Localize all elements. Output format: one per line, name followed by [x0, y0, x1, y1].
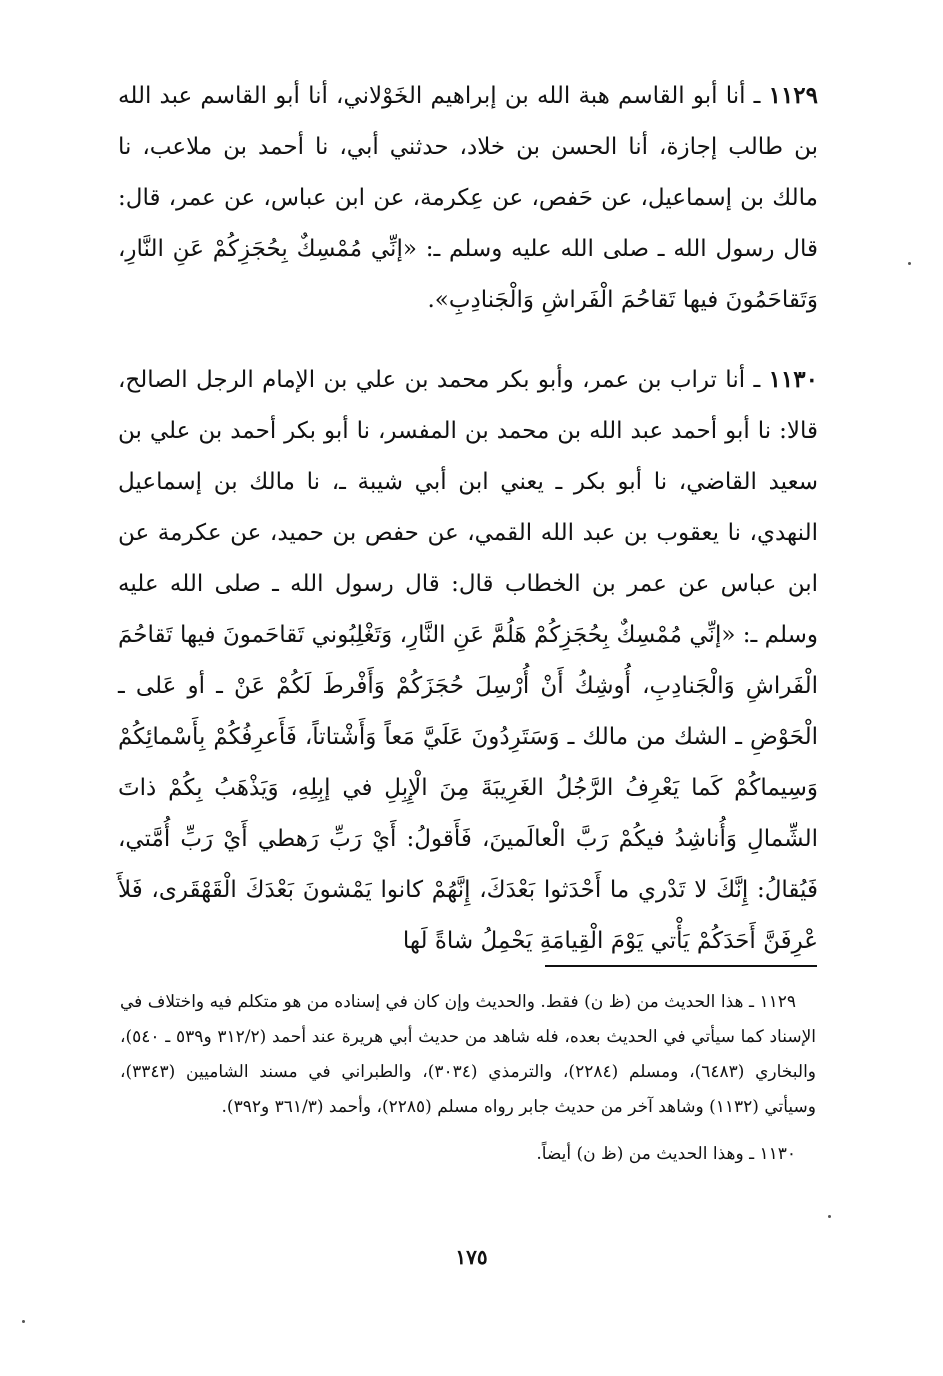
- hadith-number: ١١٢٩: [768, 82, 819, 109]
- hadith-1130: [118, 354, 818, 967]
- hadith-1129: [118, 70, 818, 326]
- scan-speck: [22, 1320, 25, 1323]
- page-number: ١٧٥: [455, 1245, 488, 1269]
- footnote-number: ١١٢٩: [759, 992, 796, 1012]
- footnote-1130: [120, 1137, 816, 1172]
- scan-speck: [908, 262, 911, 265]
- hadith-number: ١١٣٠: [768, 366, 818, 393]
- scan-speck: [828, 1215, 831, 1218]
- hadith-text: ـ أنا تراب بن عمر، وأبو بكر محمد بن علي بن الإمام الرجل الصالح، قالا: نا أبو أحمد عبد الله بن محمد بن المفسر، نا أبو بكر أحمد بن علي بن سعيد القاضي، نا أبو بكر ـ يعني ابن أبي شيبة ـ، نا مالك بن إسماعيل النهدي، نا يعقوب بن عبد الله القمي، عن حفص بن حميد، عن عكرمة عن ابن عباس عن عمر بن الخطاب قال: قال رسول الله ـ صلى الله عليه وسلم ـ: «إنِّي مُمْسِكٌ بِحُجَزِكُمْ هَلُمَّ عَنِ النَّارِ، وَتَغْلِبُوني تَقاحَمونَ فيها تَقاحُمَ الْفَراشِ وَالْجَنادِبِ، أُوشِكُ أَنْ أُرْسِلَ حُجَزَكُمْ وَأَفْرطَ لَكُمْ عَنْ ـ أو عَلى ـ الْحَوْضِ ـ الشك من مالك ـ وَسَتَرِدُونَ عَلَيَّ مَعاً وَأَشْتاتاً، فَأَعرِفُكُمْ بِأَسْمائِكُمْ وَسِيماكُمْ كَما يَعْرِفُ الرَّجُلُ الغَرِيبَةَ مِنَ الْإِبِلِ في إبِلِهِ، وَيَذْهَبُ بِكُمْ ذاتَ الشِّمالِ وَأُناشِدُ فيكُمْ رَبَّ الْعالَمينَ، فَأَقولُ: أَيْ رَبِّ رَهطي أَيْ رَبِّ أُمَّتي، فَيُقالُ: إِنَّكَ لا تَدْري ما أَحْدَثوا بَعْدَكَ، إِنَّهُمْ كانوا يَمْشونَ بَعْدَكَ الْقَهْقَرى، فَلأَ عْرِفَنَّ أَحَدَكُمْ يَأْتي يَوْمَ الْقِيامَةِ يَحْمِلُ شاةً لَها: [118, 367, 818, 954]
- footnote-number: ١١٣٠: [759, 1144, 796, 1164]
- footnote-1129: [120, 985, 816, 1125]
- footnote-divider: [545, 965, 817, 967]
- hadith-text: ـ أنا أبو القاسم هبة الله بن إبراهيم الخَوْلاني، أنا أبو القاسم عبد الله بن طالب إجازة، أنا الحسن بن خلاد، حدثني أبي، نا أحمد بن ملاعب، نا مالك بن إسماعيل، عن حَفص، عن عِكرمة، عن ابن عباس، عن عمر، قال: قال رسول الله ـ صلى الله عليه وسلم ـ: «إنِّي مُمْسِكٌ بِحُجَزِكُمْ عَنِ النَّارِ، وَتَقاحَمُونَ فيها تَقاحُمَ الْفَراشِ وَالْجَنادِبِ».: [118, 83, 818, 313]
- main-text: [118, 70, 818, 995]
- footnotes: [120, 985, 816, 1184]
- footnote-text: ـ وهذا الحديث من (ظ ن) أيضاً.: [536, 1144, 755, 1164]
- footnote-text: ـ هذا الحديث من (ظ ن) فقط. والحديث وإن كان في إسناده من هو متكلم فيه واختلاف في الإسناد كما سيأتي في الحديث بعده، فله شاهد من حديث أبي هريرة عند أحمد (٣١٢/٢ و٥٣٩ ـ ٥٤٠)، والبخاري (٦٤٨٣)، ومسلم (٢٢٨٤)، والترمذي (٣٠٣٤)، والطبراني في مسند الشاميين (٣٣٤٣)، وسيأتي (١١٣٢) وشاهد آخر من حديث جابر رواه مسلم (٢٢٨٥)، وأحمد (٣٦١/٣ و٣٩٢).: [120, 992, 817, 1117]
